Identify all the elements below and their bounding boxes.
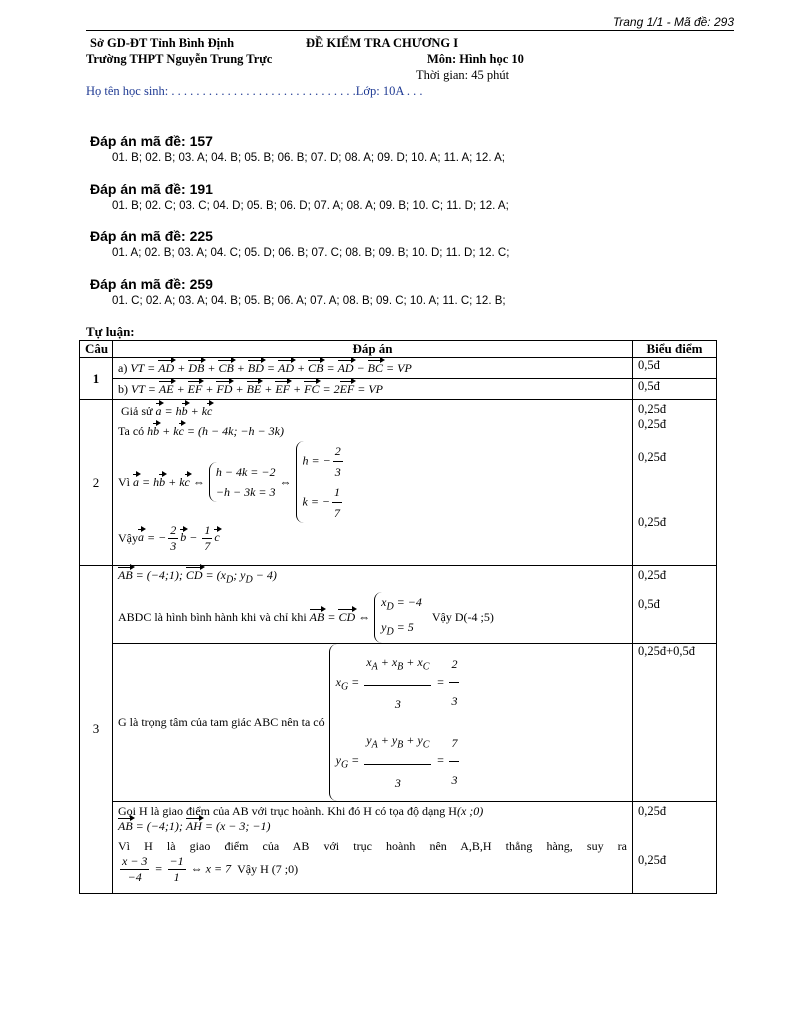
page-header-rule <box>86 12 734 31</box>
part-label: b) <box>118 382 128 396</box>
answer-key-answers: 01. A; 02. B; 03. A; 04. C; 05. D; 06. B; 07. C; 08. B; 09. B; 10. D; 11. D; 12. C; <box>112 247 510 259</box>
score-value: 0,25đ <box>638 417 667 431</box>
score-cell <box>633 566 717 644</box>
we-have-text: Ta có <box>118 424 145 438</box>
score-cell <box>633 400 717 566</box>
statement-text: Gọi H là giao điểm của AB với trục hoành. Khi đó H có tọa độ dạng H <box>118 803 457 818</box>
essay-section-title: Tự luận: <box>86 324 135 339</box>
result-text: Vậy H (7 ;0) <box>237 861 299 876</box>
question-number: 3 <box>80 566 113 894</box>
score-cell: 0,5đ <box>633 379 717 400</box>
answer-key-answers: 01. B; 02. C; 03. C; 04. D; 05. B; 06. D; 07. A; 08. A; 09. B; 10. C; 11. D; 12. A; <box>112 200 509 212</box>
column-header-question: Câu <box>80 341 113 358</box>
table-row <box>80 801 717 893</box>
assume-text: Giả sử <box>121 404 153 418</box>
score-value: 0,25đ <box>638 450 667 464</box>
score-value: 0,5đ <box>638 597 660 611</box>
answer-key-answers: 01. B; 02. B; 03. A; 04. B; 05. B; 06. B; 07. D; 08. A; 09. D; 10. A; 11. A; 12. A; <box>112 152 505 164</box>
formula: AB = (−4;1); CD = ($x_D$; $y_D - 4$) <box>118 568 277 586</box>
table-row <box>80 358 717 379</box>
answer-key-block <box>90 276 506 307</box>
system-line <box>118 444 627 520</box>
answer-key-answers: 01. C; 02. A; 03. A; 04. B; 05. B; 06. A; 07. A; 08. B; 09. C; 10. A; 11. C; 12. B; <box>112 295 506 307</box>
answer-key-block <box>90 228 509 259</box>
assumption-line <box>118 404 627 424</box>
equation-system: $x_G$ = $\frac{x_A + x_B + x_C}{3}$ = $\frac{2}{3}$ $y_G$ = $\frac{y_A + y_B + y_C}{3}$ = $\frac{7}{3}$ <box>329 644 462 801</box>
equation-system: h − 4k = −2 −h − 3k = 3 <box>209 462 276 502</box>
score-value: 0,25đ <box>638 402 667 416</box>
answer-cell <box>113 400 633 566</box>
result-text: Vậy D(-4 ;5) <box>431 609 494 624</box>
formula: a = − $\frac{2}{3}$ b − $\frac{1}{7}$ c <box>138 522 220 553</box>
formula: AB = (−4;1); AH = (x − 3; −1) <box>118 818 271 833</box>
formula: a = hb + kc <box>155 404 213 418</box>
solution-system: h = − $\frac{2}{3}$ k = − $\frac{1}{7}$ <box>296 441 345 523</box>
answer-cell <box>113 358 633 379</box>
formula: hb + kc = (h − 4k; −h − 3k) <box>147 424 284 438</box>
department-name: Sở GD-ĐT Tỉnh Bình Định <box>90 36 235 50</box>
answer-cell <box>113 643 633 801</box>
column-header-score: Biểu điểm <box>633 341 717 358</box>
answer-cell <box>113 379 633 400</box>
coordinate-text: (x ;0) <box>456 803 484 818</box>
table-row <box>80 400 717 566</box>
answer-cell <box>113 566 633 644</box>
intersection-line <box>118 804 627 819</box>
student-info-line: Họ tên học sinh: . . . . . . . . . . . . . . . . . . . . . . . . . . . . . .Lớp: 10A . . . <box>86 84 423 98</box>
score-cell: 0,25đ+0,5đ <box>633 643 717 801</box>
exam-time: Thời gian: 45 phút <box>416 68 510 82</box>
table-row <box>80 379 717 400</box>
statement-text: ABDC là hình bình hành khi và chỉ khi <box>118 609 307 624</box>
formula: $\frac{x - 3}{-4}$ = $\frac{-1}{1}$ ⇔ x = 7 <box>122 853 232 884</box>
exam-title: ĐỀ KIỂM TRA CHƯƠNG I <box>306 36 459 50</box>
score-cell <box>633 801 717 893</box>
formula: AB = CD ⇔ <box>309 609 371 624</box>
because-text: Vì <box>118 474 130 489</box>
computation-line <box>118 424 627 446</box>
conclusion-line <box>118 518 627 558</box>
table-row <box>80 566 717 644</box>
parallelogram-line <box>118 592 627 643</box>
vector-equation: VT = AE + EF + FD + BE + EF + FC = 2EF = VP <box>131 382 384 396</box>
score-value: 0,25đ <box>638 803 667 818</box>
question-number: 1 <box>80 358 113 400</box>
essay-answer-table <box>79 340 717 894</box>
subject: Môn: Hình học 10 <box>427 52 524 66</box>
school-name: Trường THPT Nguyễn Trung Trực <box>86 52 273 66</box>
score-value: 0,25đ <box>638 568 667 582</box>
table-header-row <box>80 341 717 358</box>
answer-key-title: Đáp án mã đề: 225 <box>90 228 213 244</box>
score-value: 0,25đ <box>638 852 667 867</box>
answer-key-title: Đáp án mã đề: 191 <box>90 181 213 197</box>
statement-text: Vì H là giao điểm của AB với trục hoành nên A,B,H thẳng hàng, suy ra <box>118 838 627 853</box>
equivalence-sign: ⇔ <box>279 474 292 489</box>
score-value: 0,25đ <box>638 515 667 529</box>
so-text: Vậy <box>118 530 138 545</box>
table-row <box>80 643 717 801</box>
equation-system: $x_D = -4$ $y_D = 5$ <box>374 592 422 643</box>
formula: a = hb + kc ⇔ <box>133 474 205 489</box>
score-cell: 0,5đ <box>633 358 717 379</box>
question-number: 2 <box>80 400 113 566</box>
answer-key-title: Đáp án mã đề: 157 <box>90 133 213 149</box>
answer-key-title: Đáp án mã đề: 259 <box>90 276 213 292</box>
column-header-answer: Đáp án <box>113 341 633 358</box>
part-label: a) <box>118 361 128 375</box>
collinear-line <box>118 854 627 885</box>
answer-key-block <box>90 133 505 164</box>
centroid-line <box>118 644 627 801</box>
answer-key-block <box>90 181 509 212</box>
statement-text: G là trọng tâm của tam giác ABC nên ta có <box>118 714 325 729</box>
page-info: Trang 1/1 - Mã đề: 293 <box>612 15 734 29</box>
vector-equation: VT = AD + DB + CB + BD = AD + CB = AD − BC = VP <box>130 361 412 375</box>
answer-cell <box>113 801 633 893</box>
